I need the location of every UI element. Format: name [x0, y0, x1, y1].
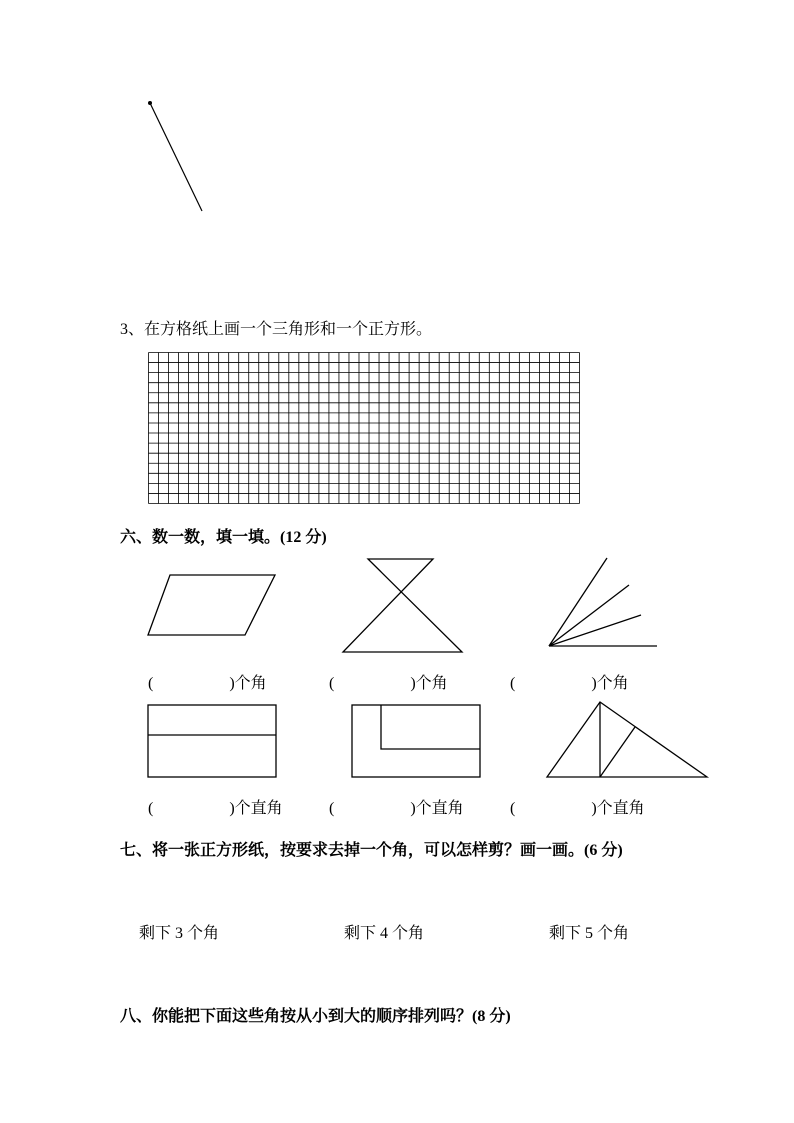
- blank-open-paren: (: [510, 800, 516, 817]
- question-3: [120, 316, 432, 339]
- option-3-angles: 剩下 3 个角: [139, 925, 220, 942]
- blank-label: )个角: [410, 675, 448, 692]
- option-4-angles: 剩下 4 个角: [344, 925, 425, 942]
- divided-triangle-figure: [545, 700, 711, 782]
- blank-label: )个直角: [229, 800, 283, 817]
- blank-angle-3[interactable]: [510, 670, 629, 693]
- blank-angle-1[interactable]: [148, 670, 267, 693]
- blank-right-angle-1[interactable]: [148, 795, 283, 818]
- hourglass-figure: [338, 556, 468, 656]
- blank-label: )个直角: [410, 800, 464, 817]
- ray-line: [150, 103, 202, 211]
- question-3-number: 3: [120, 321, 128, 338]
- blank-open-paren: (: [148, 675, 154, 692]
- parallelogram-figure: [140, 568, 280, 638]
- blank-right-angle-3[interactable]: [510, 795, 645, 818]
- rays-figure: [545, 555, 665, 655]
- blank-label: )个直角: [591, 800, 645, 817]
- l-rectangle-figure: [351, 704, 483, 780]
- blank-open-paren: (: [329, 800, 335, 817]
- ray-figure: [0, 0, 794, 230]
- blank-label: )个角: [591, 675, 629, 692]
- section-8-title: 八、你能把下面这些角按从小到大的顺序排列吗？(8 分): [120, 1008, 511, 1025]
- blank-open-paren: (: [148, 800, 154, 817]
- blank-open-paren: (: [510, 675, 516, 692]
- grid-paper[interactable]: [148, 352, 580, 504]
- section-6-title: 六、数一数，填一填。(12 分): [120, 529, 327, 546]
- question-3-text: 在方格纸上画一个三角形和一个正方形。: [144, 321, 433, 338]
- blank-label: )个角: [229, 675, 267, 692]
- split-rectangle-figure: [147, 704, 279, 780]
- blank-angle-2[interactable]: [329, 670, 448, 693]
- option-5-angles: 剩下 5 个角: [549, 925, 630, 942]
- blank-right-angle-2[interactable]: [329, 795, 464, 818]
- blank-open-paren: (: [329, 675, 335, 692]
- question-3-separator: 、: [128, 321, 145, 338]
- section-7-title: 七、将一张正方形纸，按要求去掉一个角，可以怎样剪？画一画。(6 分): [120, 842, 623, 859]
